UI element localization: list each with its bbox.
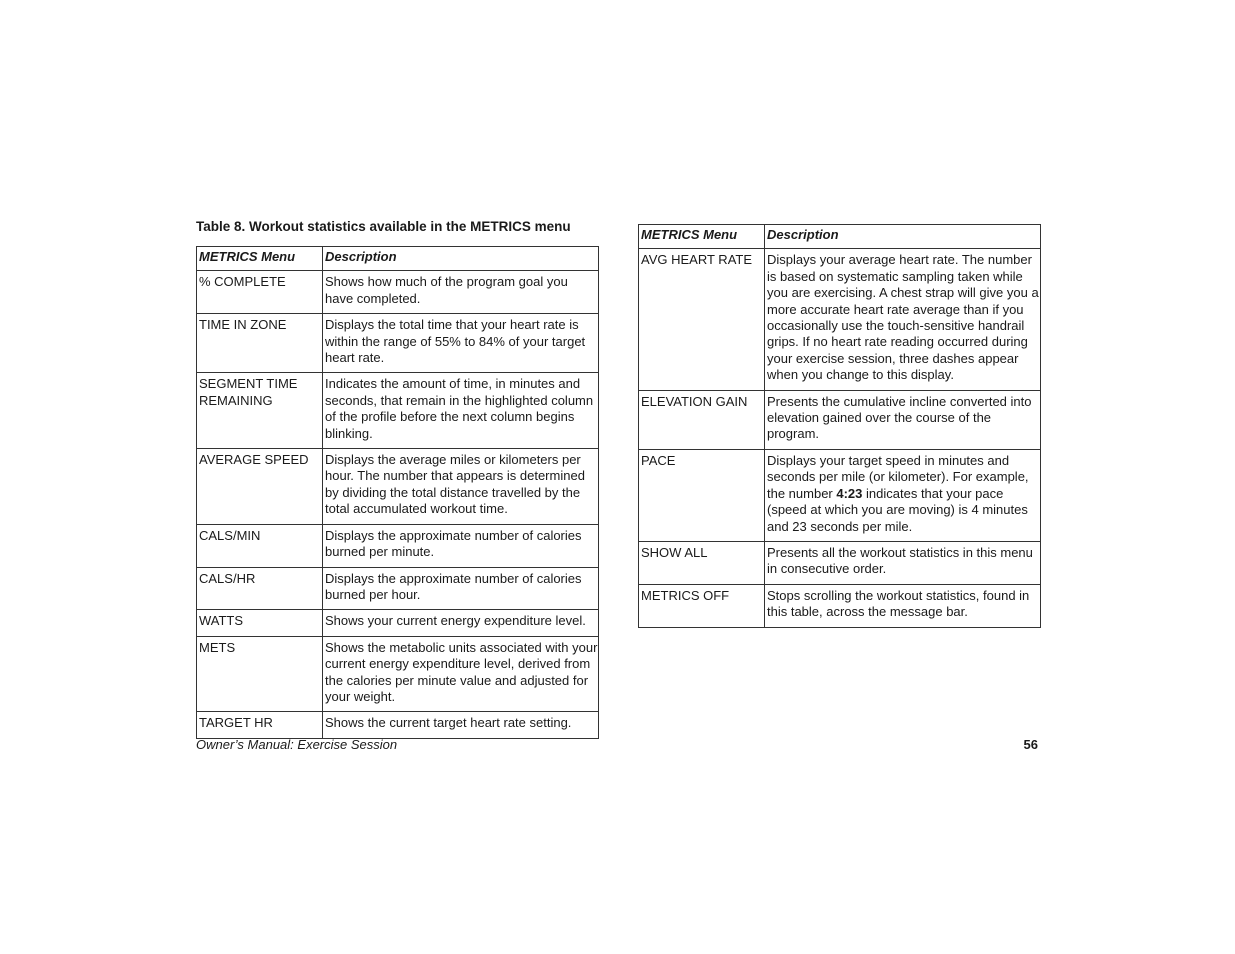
description-text: Displays your target speed in minutes and seconds per mile (or kilometer). For example, the number xyxy=(767,452,1029,501)
description-cell: Shows the metabolic units associated with your current energy expenditure level, derived from the calories per minute value and adjusted for your weight. xyxy=(323,636,599,712)
menu-cell: AVERAGE SPEED xyxy=(197,449,323,525)
table-header-row xyxy=(197,247,599,271)
menu-cell: METS xyxy=(197,636,323,712)
metrics-table-right xyxy=(638,224,1041,628)
menu-cell: TIME IN ZONE xyxy=(197,314,323,373)
table-row xyxy=(639,449,1041,541)
menu-cell: % COMPLETE xyxy=(197,271,323,314)
menu-cell: METRICS OFF xyxy=(639,584,765,627)
description-cell: Displays the average miles or kilometers per hour. The number that appears is determined by dividing the total distance travelled by the total accumulated workout time. xyxy=(323,449,599,525)
menu-cell: CALS/HR xyxy=(197,567,323,610)
table-row xyxy=(197,271,599,314)
pace-example-value: 4:23 xyxy=(836,485,863,501)
header-description: Description xyxy=(765,225,1041,249)
table-header-row xyxy=(639,225,1041,249)
description-cell: Presents the cumulative incline converted into elevation gained over the course of the program. xyxy=(765,390,1041,449)
description-cell: Displays the approximate number of calories burned per hour. xyxy=(323,567,599,610)
menu-cell: CALS/MIN xyxy=(197,524,323,567)
header-metrics-menu: METRICS Menu xyxy=(639,225,765,249)
description-cell: Shows the current target heart rate setting. xyxy=(323,712,599,738)
table-row xyxy=(639,584,1041,627)
description-cell: Presents all the workout statistics in this menu in consecutive order. xyxy=(765,541,1041,584)
description-cell: Stops scrolling the workout statistics, found in this table, across the message bar. xyxy=(765,584,1041,627)
menu-cell: AVG HEART RATE xyxy=(639,249,765,390)
table-caption: Table 8. Workout statistics available in the METRICS menu xyxy=(196,219,571,234)
table-row xyxy=(197,373,599,449)
header-metrics-menu: METRICS Menu xyxy=(197,247,323,271)
table-row xyxy=(197,712,599,738)
table-row xyxy=(197,524,599,567)
description-cell: Displays your average heart rate. The number is based on systematic sampling taken while you are exercising. A chest strap will give you a more accurate heart rate average than if you occasionally use the touch-sensitive handrail grips. If no heart rate reading occurred during your exercise session, three dashes appear when you change to this display. xyxy=(765,249,1041,390)
menu-cell: WATTS xyxy=(197,610,323,636)
description-cell: Shows how much of the program goal you have completed. xyxy=(323,271,599,314)
header-description: Description xyxy=(323,247,599,271)
description-cell: Shows your current energy expenditure level. xyxy=(323,610,599,636)
table-row xyxy=(639,541,1041,584)
menu-cell: TARGET HR xyxy=(197,712,323,738)
table-row xyxy=(197,610,599,636)
table-row xyxy=(639,249,1041,390)
description-cell xyxy=(765,449,1041,541)
description-cell: Displays the approximate number of calories burned per minute. xyxy=(323,524,599,567)
page-number: 56 xyxy=(1023,737,1038,752)
table-row xyxy=(197,449,599,525)
description-text: indicates that your pace (speed at which you are moving) is 4 minutes and 23 seconds per mile. xyxy=(767,485,1028,534)
footer-manual-title: Owner’s Manual: Exercise Session xyxy=(196,737,398,752)
menu-cell: SEGMENT TIME REMAINING xyxy=(197,373,323,449)
table-row xyxy=(197,567,599,610)
menu-cell: PACE xyxy=(639,449,765,541)
metrics-table-left xyxy=(196,246,599,739)
menu-cell: ELEVATION GAIN xyxy=(639,390,765,449)
table-row xyxy=(197,636,599,712)
description-cell: Indicates the amount of time, in minutes and seconds, that remain in the highlighted column of the profile before the next column begins blinking. xyxy=(323,373,599,449)
table-row xyxy=(197,314,599,373)
description-cell: Displays the total time that your heart rate is within the range of 55% to 84% of your target heart rate. xyxy=(323,314,599,373)
table-row xyxy=(639,390,1041,449)
menu-cell: SHOW ALL xyxy=(639,541,765,584)
